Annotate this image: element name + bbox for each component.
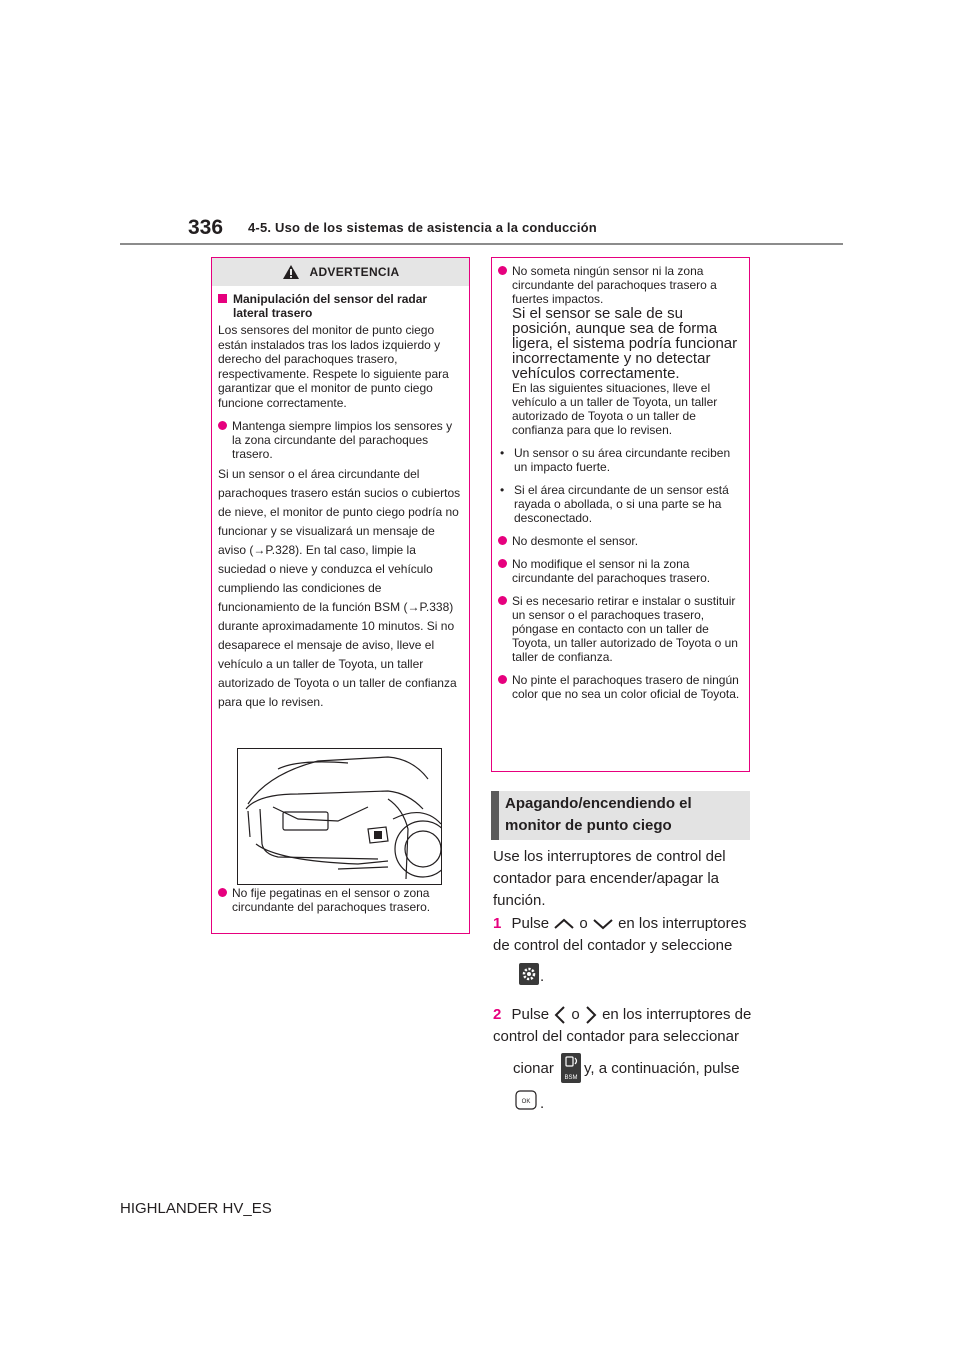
warning-triangle-icon bbox=[282, 264, 300, 280]
footer-model: HIGHLANDER HV_ES bbox=[120, 1200, 272, 1217]
right-arrow-icon bbox=[584, 1005, 598, 1025]
list-item: No pinte el parachoques trasero de ningún color que no sea un color oficial de Toyota. bbox=[498, 673, 741, 701]
bullet-dot-icon bbox=[498, 596, 507, 605]
list-item: No fije pegatinas en el sensor o zona circundante del parachoques trasero. bbox=[218, 886, 461, 914]
bullet-dot-icon bbox=[218, 421, 227, 430]
warning-box-right bbox=[491, 257, 750, 772]
list-item: Mantenga siempre limpios los sensores y la zona circundante del parachoques trasero. bbox=[218, 419, 461, 461]
bullet-dot-icon bbox=[498, 536, 507, 545]
section-heading-bar bbox=[491, 791, 499, 840]
step-number: 1 bbox=[493, 915, 502, 932]
rear-bumper-illustration bbox=[237, 748, 442, 885]
bullet-dot-icon bbox=[498, 559, 507, 568]
step-2-end: . bbox=[540, 1095, 545, 1112]
bullet-dot-icon bbox=[218, 888, 227, 897]
emphasis-text: Si el sensor se sale de su posición, aunque sea de forma ligera, el sistema podría funcionar incorrectamente y no detectar vehículos correctamente. bbox=[512, 305, 738, 382]
bullet-dot-icon bbox=[498, 675, 507, 684]
warning-section-title: Manipulación del sensor del radar lateral trasero bbox=[218, 292, 463, 320]
page-number: 336 bbox=[188, 216, 224, 239]
step-2: 2 Pulse o en los interruptores de control del contador para seleccionar bbox=[493, 1006, 752, 1045]
step-2-then: y, a continuación, pulse bbox=[584, 1060, 740, 1077]
settings-icon bbox=[519, 963, 539, 990]
warning-paragraph: Si un sensor o el área circundante del parachoques trasero están sucios o cubiertos de nieve, el monitor de punto ciego podría no funcionar y se visualizará un mensaje de aviso (→P.328). En tal caso, limpie la suciedad o nieve y conduzca el vehículo cumpliendo las condiciones de funcionamiento de la función BSM (→P.338) durante aproximadamente 10 minutos. Si no desaparece el mensaje de aviso, lleve el vehículo a un taller de Toyota, un taller autorizado de Toyota o un taller de confianza para que lo revisen. bbox=[218, 467, 461, 709]
step-1-end: . bbox=[540, 968, 545, 985]
section-intro: Use los interruptores de control del contador para encender/apagar la función. bbox=[493, 848, 726, 909]
step-2-select-word: cionar bbox=[513, 1060, 554, 1077]
sub-list-item: • Si el área circundante de un sensor está rayada o abollada, o si una parte se ha desconectado. bbox=[500, 483, 729, 525]
warning-heading: ADVERTENCIA bbox=[309, 265, 400, 279]
car-rear-drawing bbox=[238, 749, 441, 884]
small-bullet-icon: • bbox=[500, 446, 505, 460]
left-arrow-icon bbox=[553, 1005, 567, 1025]
list-item: Si es necesario retirar e instalar o sustituir un sensor o el parachoques trasero, póngase en contacto con un taller de Toyota, un taller autorizado de Toyota o un taller de confianza. bbox=[498, 594, 741, 664]
section-title: Apagando/encendiendo el monitor de punto ciego bbox=[505, 795, 692, 834]
small-bullet-icon: • bbox=[500, 483, 505, 497]
list-item: No desmonte el sensor. bbox=[498, 534, 741, 548]
up-arrow-icon bbox=[553, 918, 575, 930]
warning-header bbox=[212, 258, 469, 286]
step-number: 2 bbox=[493, 1006, 502, 1023]
ok-button-icon bbox=[515, 1090, 537, 1115]
step-1: 1 Pulse o en los interruptores de control del contador y seleccione bbox=[493, 915, 747, 954]
sub-list-item: • Un sensor o su área circundante reciben un impacto fuerte. bbox=[500, 446, 731, 474]
bsm-icon bbox=[561, 1053, 581, 1088]
svg-text:OK: OK bbox=[521, 1099, 531, 1105]
header-divider bbox=[120, 243, 843, 245]
list-item: No modifique el sensor ni la zona circundante del parachoques trasero. bbox=[498, 557, 741, 585]
chapter-title: 4-5. Uso de los sistemas de asistencia a la conducción bbox=[248, 220, 597, 235]
square-bullet-icon bbox=[218, 294, 227, 303]
bullet-dot-icon bbox=[498, 266, 507, 275]
warning-intro: Los sensores del monitor de punto ciego están instalados tras los lados izquierdo y derecho del parachoques trasero, respectivamente. Respete lo siguiente para garantizar que el monitor de punto ciego funcione correctamente. bbox=[218, 323, 449, 410]
down-arrow-icon bbox=[592, 918, 614, 930]
list-item: No someta ningún sensor ni la zona circundante del parachoques trasero a fuertes impactos. Si el sensor se sale de su posición, aunque sea de forma ligera, el sistema podría funcionar incorrectamente y no detectar vehículos correctamente. En las siguientes situaciones, lleve el vehículo a un taller de Toyota, un taller autorizado de Toyota o un taller de confianza para que lo revisen. bbox=[498, 264, 741, 437]
svg-text:BSM: BSM bbox=[564, 1075, 578, 1081]
